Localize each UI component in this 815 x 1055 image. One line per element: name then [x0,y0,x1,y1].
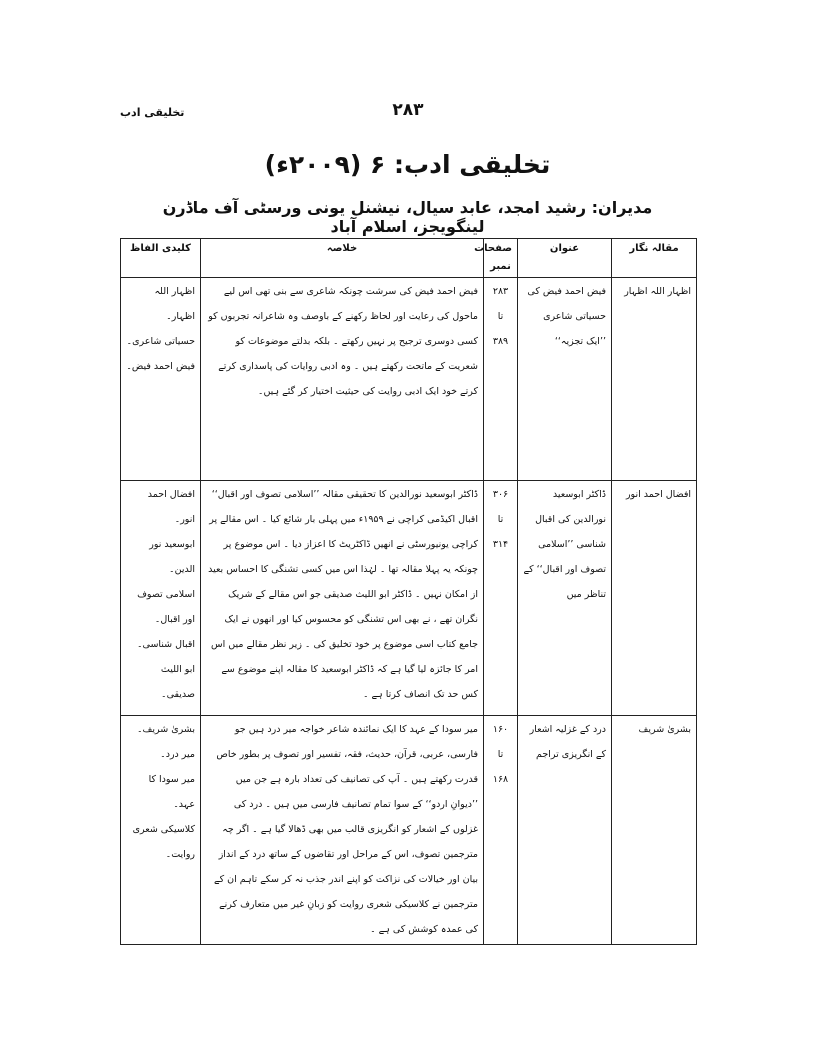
article-title-cell: ڈاکٹر ابوسعید نورالدین کی اقبال شناسی ’’اسلامی تصوف اور اقبال‘‘ کے تناظر میں [518,481,612,716]
keyword: حسیاتی شاعری۔ [126,336,195,347]
keywords-cell [121,481,201,716]
editors-line: مدیران: رشید امجد، عابد سیال، نیشنل یونی ورسٹی آف ماڈرن لینگویجز، اسلام آباد [162,198,653,236]
header-title: عنوان [518,239,612,278]
page-separator: تا [497,749,504,760]
keyword: فیض احمد فیض۔ [126,361,195,372]
page-start: ۳۰۶ [492,489,509,500]
page-number: ۲۸۳ [392,100,424,120]
page-separator: تا [497,514,504,525]
page-start: ۲۸۳ [492,286,509,297]
page-end: ۳۸۹ [492,336,509,347]
author-cell: افضال احمد انور [612,481,697,716]
author-cell: بشریٰ شریف [612,716,697,945]
header-keywords: کلیدی الفاظ [121,239,201,278]
header-summary: خلاصہ [201,239,484,278]
header-pages: صفحات نمبر [484,239,518,278]
page-start: ۱۶۰ [492,724,509,735]
keyword: ابوسعید نور الدین۔ [149,539,195,575]
keyword: میر درد۔ [160,749,195,760]
table-row [121,716,697,945]
keyword: بشریٰ شریف۔ [136,724,195,735]
pages-cell [484,716,518,945]
page-separator: تا [497,311,504,322]
keywords-cell [121,278,201,481]
pages-cell [484,481,518,716]
keyword: اظہار اللہ اظہار۔ [154,286,195,322]
summary-cell: فیض احمد فیض کی سرشت چونکہ شاعری سے بنی تھی اس لیے ماحول کی رعایت اور لحاظ رکھنے کے باوصف وہ شاعرانہ تجربوں کو کسی دوسری ترجیح پر نہیں رکھتے ۔ بلکہ بدلتے موضوعات کو شعریت کے ماتحت رکھتے ہیں ۔ وہ ادبی روایات کی پاسداری کرتے کرتے خود ایک ادبی روایت کی حیثیت اختیار کر گئے ہیں۔ [201,278,484,481]
index-table [120,238,697,945]
page-end: ۱۶۸ [492,774,509,785]
header-author: مقالہ نگار [612,239,697,278]
article-title-cell: فیض احمد فیض کی حسیاتی شاعری ’’ایک تجزیہ‘‘ [518,278,612,481]
keyword: میر سودا کا عہد۔ [148,774,195,810]
table-row [121,278,697,481]
keywords-cell [121,716,201,945]
page-end: ۳۱۴ [492,539,509,550]
keyword: اسلامی تصوف اور اقبال۔ [137,589,195,625]
article-title-cell: درد کے غزلیہ اشعار کے انگریزی تراجم [518,716,612,945]
keyword: افضال احمد انور۔ [147,489,195,525]
table-header-row [121,239,697,278]
summary-cell: ڈاکٹر ابوسعید نورالدین کا تحقیقی مقالہ ’’اسلامی تصوف اور اقبال‘‘ اقبال اکیڈمی کراچی نے ۱۹۵۹ء میں پہلی بار شائع کیا ۔ اس مقالے پر کراچی یونیورسٹی نے انھیں ڈاکٹریٹ کا اعزاز دیا ۔ اس موضوع پر چونکہ یہ پہلا مقالہ تھا ۔ لہٰذا اس میں کسی تشنگی کا احساس بعید از امکان نہیں ۔ ڈاکٹر ابو اللیث صدیقی جو اس مقالے کے شریک نگران تھے ، نے بھی اس تشنگی کو محسوس کیا اور انھوں نے ایک جامع کتاب اسی موضوع پر خود تخلیق کی ۔ زیر نظر مقالے میں اس امر کا جائزہ لیا گیا ہے کہ ڈاکٹر ابوسعید کا مقالہ اپنے موضوع سے کس حد تک انصاف کرتا ہے ۔ [201,481,484,716]
keyword: کلاسیکی شعری روایت۔ [132,824,195,860]
author-cell: اظہار اللہ اظہار [612,278,697,481]
pages-cell [484,278,518,481]
summary-cell: میر سودا کے عہد کا ایک نمائندہ شاعر خواجہ میر درد ہیں جو فارسی، عربی، قرآن، حدیث، فقہ، تفسیر اور تصوف پر بطور خاص قدرت رکھتے ہیں ۔ آپ کی تصانیف کی تعداد بارہ ہے جن میں ’’دیوانِ اردو‘‘ کے سوا تمام تصانیف فارسی میں ہیں ۔ درد کی غزلوں کے اشعار کو انگریزی قالب میں بھی ڈھالا گیا ہے ۔ اگر چہ مترجمین تصوف، اس کے مراحل اور تقاضوں کے ساتھ درد کے انداز بیان اور خیالات کی نزاکت کو اپنے اندر جذب نہ کر سکے تاہم ان کے مترجمین نے کلاسیکی شعری روایت کو زبانِ غیر میں متعارف کرنے کی عمدہ کوشش کی ہے ۔ [201,716,484,945]
keyword: اقبال شناسی۔ [136,639,195,650]
table-row [121,481,697,716]
page-title: تخلیقی ادب: ۶ (۲۰۰۹ء) [264,150,551,179]
running-head: تخلیقی ادب [120,106,185,119]
keyword: ابو اللیث صدیقی۔ [160,664,195,700]
